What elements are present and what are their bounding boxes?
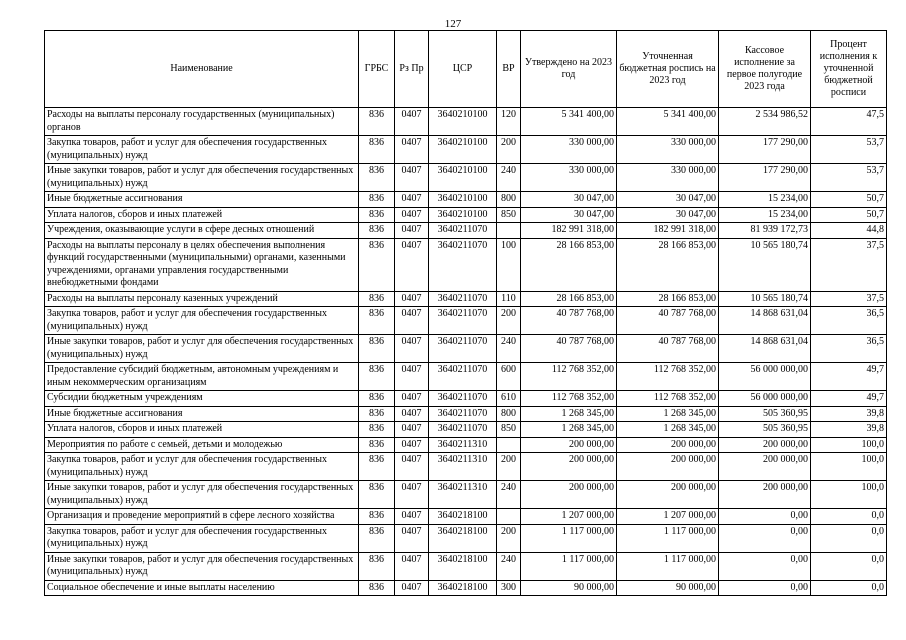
cell-approved: 112 768 352,00: [521, 391, 617, 407]
cell-vr: 600: [497, 363, 521, 391]
cell-approved: 30 047,00: [521, 207, 617, 223]
cell-grbs: 836: [359, 291, 395, 307]
cell-executed: 14 868 631,04: [719, 307, 811, 335]
cell-approved: 1 268 345,00: [521, 406, 617, 422]
cell-csr: 3640211070: [429, 291, 497, 307]
cell-percent: 0,0: [811, 552, 887, 580]
cell-percent: 100,0: [811, 481, 887, 509]
cell-vr: 240: [497, 335, 521, 363]
cell-percent: 47,5: [811, 108, 887, 136]
cell-approved: 1 268 345,00: [521, 422, 617, 438]
budget-execution-table: [44, 30, 887, 596]
cell-executed: 200 000,00: [719, 453, 811, 481]
cell-vr: 610: [497, 391, 521, 407]
cell-executed: 177 290,00: [719, 136, 811, 164]
cell-grbs: 836: [359, 481, 395, 509]
cell-name: Иные бюджетные ассигнования: [45, 406, 359, 422]
cell-refined: 1 117 000,00: [617, 552, 719, 580]
cell-rzpr: 0407: [395, 422, 429, 438]
cell-refined: 1 268 345,00: [617, 406, 719, 422]
cell-csr: 3640211070: [429, 406, 497, 422]
table-row: [45, 192, 887, 208]
cell-rzpr: 0407: [395, 363, 429, 391]
cell-approved: 330 000,00: [521, 136, 617, 164]
cell-grbs: 836: [359, 192, 395, 208]
table-row: [45, 335, 887, 363]
cell-name: Расходы на выплаты персоналу в целях обеспечения выполнения функций государственными (муниципальными) органами, казенными учреждениями, органами управления государственными внебюджетными фондами: [45, 238, 359, 291]
cell-grbs: 836: [359, 524, 395, 552]
table-row: [45, 164, 887, 192]
cell-csr: 3640210100: [429, 108, 497, 136]
cell-rzpr: 0407: [395, 524, 429, 552]
table-row: [45, 481, 887, 509]
cell-executed: 2 534 986,52: [719, 108, 811, 136]
header-percent: Процент исполнения к уточненной бюджетной росписи: [811, 31, 887, 108]
cell-name: Уплата налогов, сборов и иных платежей: [45, 207, 359, 223]
cell-percent: 37,5: [811, 238, 887, 291]
cell-grbs: 836: [359, 422, 395, 438]
cell-rzpr: 0407: [395, 307, 429, 335]
cell-executed: 0,00: [719, 524, 811, 552]
header-executed: Кассовое исполнение за первое полугодие 2023 года: [719, 31, 811, 108]
cell-name: Расходы на выплаты персоналу государственных (муниципальных) органов: [45, 108, 359, 136]
cell-refined: 200 000,00: [617, 453, 719, 481]
cell-csr: 3640211310: [429, 481, 497, 509]
cell-csr: 3640210100: [429, 164, 497, 192]
cell-name: Уплата налогов, сборов и иных платежей: [45, 422, 359, 438]
cell-vr: 240: [497, 481, 521, 509]
cell-rzpr: 0407: [395, 509, 429, 525]
cell-rzpr: 0407: [395, 453, 429, 481]
cell-name: Иные закупки товаров, работ и услуг для обеспечения государственных (муниципальных) нужд: [45, 481, 359, 509]
cell-executed: 14 868 631,04: [719, 335, 811, 363]
cell-vr: 240: [497, 164, 521, 192]
cell-vr: 120: [497, 108, 521, 136]
cell-executed: 10 565 180,74: [719, 291, 811, 307]
cell-approved: 1 117 000,00: [521, 552, 617, 580]
cell-executed: 81 939 172,73: [719, 223, 811, 239]
table-row: [45, 391, 887, 407]
cell-rzpr: 0407: [395, 164, 429, 192]
cell-name: Иные закупки товаров, работ и услуг для обеспечения государственных (муниципальных) нужд: [45, 335, 359, 363]
cell-rzpr: 0407: [395, 406, 429, 422]
cell-percent: 53,7: [811, 136, 887, 164]
cell-approved: 90 000,00: [521, 580, 617, 596]
cell-csr: 3640218100: [429, 509, 497, 525]
header-grbs: ГРБС: [359, 31, 395, 108]
cell-rzpr: 0407: [395, 108, 429, 136]
cell-grbs: 836: [359, 453, 395, 481]
cell-grbs: 836: [359, 363, 395, 391]
cell-name: Мероприятия по работе с семьей, детьми и молодежью: [45, 437, 359, 453]
cell-csr: 3640218100: [429, 552, 497, 580]
cell-executed: 200 000,00: [719, 481, 811, 509]
cell-refined: 330 000,00: [617, 136, 719, 164]
cell-vr: 100: [497, 238, 521, 291]
table-row: [45, 307, 887, 335]
cell-refined: 330 000,00: [617, 164, 719, 192]
cell-approved: 1 117 000,00: [521, 524, 617, 552]
cell-approved: 40 787 768,00: [521, 307, 617, 335]
cell-executed: 56 000 000,00: [719, 391, 811, 407]
cell-percent: 39,8: [811, 406, 887, 422]
cell-name: Закупка товаров, работ и услуг для обеспечения государственных (муниципальных) нужд: [45, 136, 359, 164]
header-csr: ЦСР: [429, 31, 497, 108]
cell-approved: 30 047,00: [521, 192, 617, 208]
cell-vr: [497, 437, 521, 453]
cell-executed: 56 000 000,00: [719, 363, 811, 391]
table-row: [45, 223, 887, 239]
cell-percent: 100,0: [811, 453, 887, 481]
cell-csr: 3640211070: [429, 391, 497, 407]
cell-refined: 200 000,00: [617, 481, 719, 509]
cell-grbs: 836: [359, 437, 395, 453]
cell-executed: 505 360,95: [719, 422, 811, 438]
cell-grbs: 836: [359, 580, 395, 596]
cell-refined: 1 117 000,00: [617, 524, 719, 552]
cell-executed: 0,00: [719, 552, 811, 580]
cell-vr: 200: [497, 524, 521, 552]
cell-approved: 330 000,00: [521, 164, 617, 192]
cell-grbs: 836: [359, 223, 395, 239]
cell-refined: 1 268 345,00: [617, 422, 719, 438]
cell-executed: 15 234,00: [719, 192, 811, 208]
header-refined: Уточненная бюджетная роспись на 2023 год: [617, 31, 719, 108]
header-rzpr: Рз Пр: [395, 31, 429, 108]
cell-refined: 182 991 318,00: [617, 223, 719, 239]
cell-vr: [497, 223, 521, 239]
cell-grbs: 836: [359, 509, 395, 525]
cell-name: Закупка товаров, работ и услуг для обеспечения государственных (муниципальных) нужд: [45, 453, 359, 481]
cell-grbs: 836: [359, 552, 395, 580]
cell-grbs: 836: [359, 238, 395, 291]
table-row: [45, 363, 887, 391]
table-header-row: [45, 31, 887, 108]
table-row: [45, 422, 887, 438]
cell-grbs: 836: [359, 406, 395, 422]
cell-name: Закупка товаров, работ и услуг для обеспечения государственных (муниципальных) нужд: [45, 524, 359, 552]
cell-name: Предоставление субсидий бюджетным, автономным учреждениям и иным некоммерческим организациям: [45, 363, 359, 391]
cell-rzpr: 0407: [395, 437, 429, 453]
cell-percent: 36,5: [811, 335, 887, 363]
cell-executed: 505 360,95: [719, 406, 811, 422]
table-row: [45, 406, 887, 422]
cell-rzpr: 0407: [395, 238, 429, 291]
cell-name: Учреждения, оказывающие услуги в сфере десных отношений: [45, 223, 359, 239]
cell-name: Иные бюджетные ассигнования: [45, 192, 359, 208]
cell-approved: 200 000,00: [521, 481, 617, 509]
cell-name: Социальное обеспечение и иные выплаты населению: [45, 580, 359, 596]
cell-rzpr: 0407: [395, 291, 429, 307]
page-number: 127: [444, 18, 462, 30]
cell-grbs: 836: [359, 207, 395, 223]
cell-percent: 100,0: [811, 437, 887, 453]
cell-csr: 3640211070: [429, 307, 497, 335]
cell-percent: 39,8: [811, 422, 887, 438]
table-row: [45, 453, 887, 481]
cell-vr: 200: [497, 307, 521, 335]
cell-rzpr: 0407: [395, 207, 429, 223]
cell-vr: 800: [497, 406, 521, 422]
cell-csr: 3640211070: [429, 363, 497, 391]
cell-refined: 112 768 352,00: [617, 363, 719, 391]
cell-executed: 200 000,00: [719, 437, 811, 453]
cell-vr: 850: [497, 422, 521, 438]
cell-approved: 200 000,00: [521, 437, 617, 453]
cell-name: Иные закупки товаров, работ и услуг для обеспечения государственных (муниципальных) нужд: [45, 552, 359, 580]
table-row: [45, 207, 887, 223]
cell-percent: 50,7: [811, 207, 887, 223]
cell-rzpr: 0407: [395, 335, 429, 363]
cell-refined: 28 166 853,00: [617, 291, 719, 307]
table-row: [45, 524, 887, 552]
cell-grbs: 836: [359, 136, 395, 164]
cell-name: Организация и проведение мероприятий в сфере лесного хозяйства: [45, 509, 359, 525]
cell-percent: 37,5: [811, 291, 887, 307]
table-row: [45, 291, 887, 307]
cell-csr: 3640211310: [429, 437, 497, 453]
cell-refined: 40 787 768,00: [617, 335, 719, 363]
cell-vr: 110: [497, 291, 521, 307]
cell-rzpr: 0407: [395, 552, 429, 580]
cell-csr: 3640210100: [429, 207, 497, 223]
cell-rzpr: 0407: [395, 481, 429, 509]
cell-refined: 112 768 352,00: [617, 391, 719, 407]
cell-approved: 200 000,00: [521, 453, 617, 481]
cell-csr: 3640211070: [429, 223, 497, 239]
cell-rzpr: 0407: [395, 223, 429, 239]
cell-vr: 850: [497, 207, 521, 223]
cell-csr: 3640211070: [429, 238, 497, 291]
cell-executed: 0,00: [719, 580, 811, 596]
cell-rzpr: 0407: [395, 391, 429, 407]
cell-approved: 28 166 853,00: [521, 291, 617, 307]
cell-refined: 28 166 853,00: [617, 238, 719, 291]
cell-csr: 3640211070: [429, 422, 497, 438]
cell-vr: [497, 509, 521, 525]
cell-approved: 1 207 000,00: [521, 509, 617, 525]
cell-vr: 300: [497, 580, 521, 596]
cell-approved: 5 341 400,00: [521, 108, 617, 136]
cell-executed: 15 234,00: [719, 207, 811, 223]
cell-percent: 44,8: [811, 223, 887, 239]
table-row: [45, 509, 887, 525]
cell-rzpr: 0407: [395, 192, 429, 208]
cell-vr: 200: [497, 136, 521, 164]
cell-executed: 0,00: [719, 509, 811, 525]
cell-refined: 5 341 400,00: [617, 108, 719, 136]
cell-csr: 3640211070: [429, 335, 497, 363]
cell-percent: 36,5: [811, 307, 887, 335]
cell-percent: 0,0: [811, 524, 887, 552]
table-row: [45, 238, 887, 291]
cell-csr: 3640218100: [429, 580, 497, 596]
header-approved: Утверждено на 2023 год: [521, 31, 617, 108]
cell-csr: 3640210100: [429, 136, 497, 164]
cell-grbs: 836: [359, 108, 395, 136]
cell-csr: 3640211310: [429, 453, 497, 481]
cell-approved: 28 166 853,00: [521, 238, 617, 291]
cell-approved: 112 768 352,00: [521, 363, 617, 391]
cell-csr: 3640218100: [429, 524, 497, 552]
cell-refined: 1 207 000,00: [617, 509, 719, 525]
cell-executed: 10 565 180,74: [719, 238, 811, 291]
cell-rzpr: 0407: [395, 136, 429, 164]
cell-refined: 30 047,00: [617, 207, 719, 223]
header-vr: ВР: [497, 31, 521, 108]
cell-percent: 0,0: [811, 580, 887, 596]
cell-percent: 49,7: [811, 391, 887, 407]
table-row: [45, 552, 887, 580]
cell-percent: 53,7: [811, 164, 887, 192]
cell-vr: 240: [497, 552, 521, 580]
cell-executed: 177 290,00: [719, 164, 811, 192]
table-row: [45, 437, 887, 453]
cell-name: Закупка товаров, работ и услуг для обеспечения государственных (муниципальных) нужд: [45, 307, 359, 335]
header-name: Наименование: [45, 31, 359, 108]
cell-grbs: 836: [359, 391, 395, 407]
cell-vr: 800: [497, 192, 521, 208]
cell-name: Субсидии бюджетным учреждениям: [45, 391, 359, 407]
cell-name: Иные закупки товаров, работ и услуг для обеспечения государственных (муниципальных) нужд: [45, 164, 359, 192]
cell-grbs: 836: [359, 164, 395, 192]
cell-rzpr: 0407: [395, 580, 429, 596]
cell-vr: 200: [497, 453, 521, 481]
cell-refined: 30 047,00: [617, 192, 719, 208]
cell-refined: 40 787 768,00: [617, 307, 719, 335]
cell-grbs: 836: [359, 307, 395, 335]
cell-refined: 200 000,00: [617, 437, 719, 453]
table-row: [45, 136, 887, 164]
cell-name: Расходы на выплаты персоналу казенных учреждений: [45, 291, 359, 307]
cell-approved: 40 787 768,00: [521, 335, 617, 363]
cell-approved: 182 991 318,00: [521, 223, 617, 239]
table-row: [45, 580, 887, 596]
table-row: [45, 108, 887, 136]
cell-grbs: 836: [359, 335, 395, 363]
cell-percent: 50,7: [811, 192, 887, 208]
cell-refined: 90 000,00: [617, 580, 719, 596]
cell-percent: 0,0: [811, 509, 887, 525]
cell-csr: 3640210100: [429, 192, 497, 208]
cell-percent: 49,7: [811, 363, 887, 391]
